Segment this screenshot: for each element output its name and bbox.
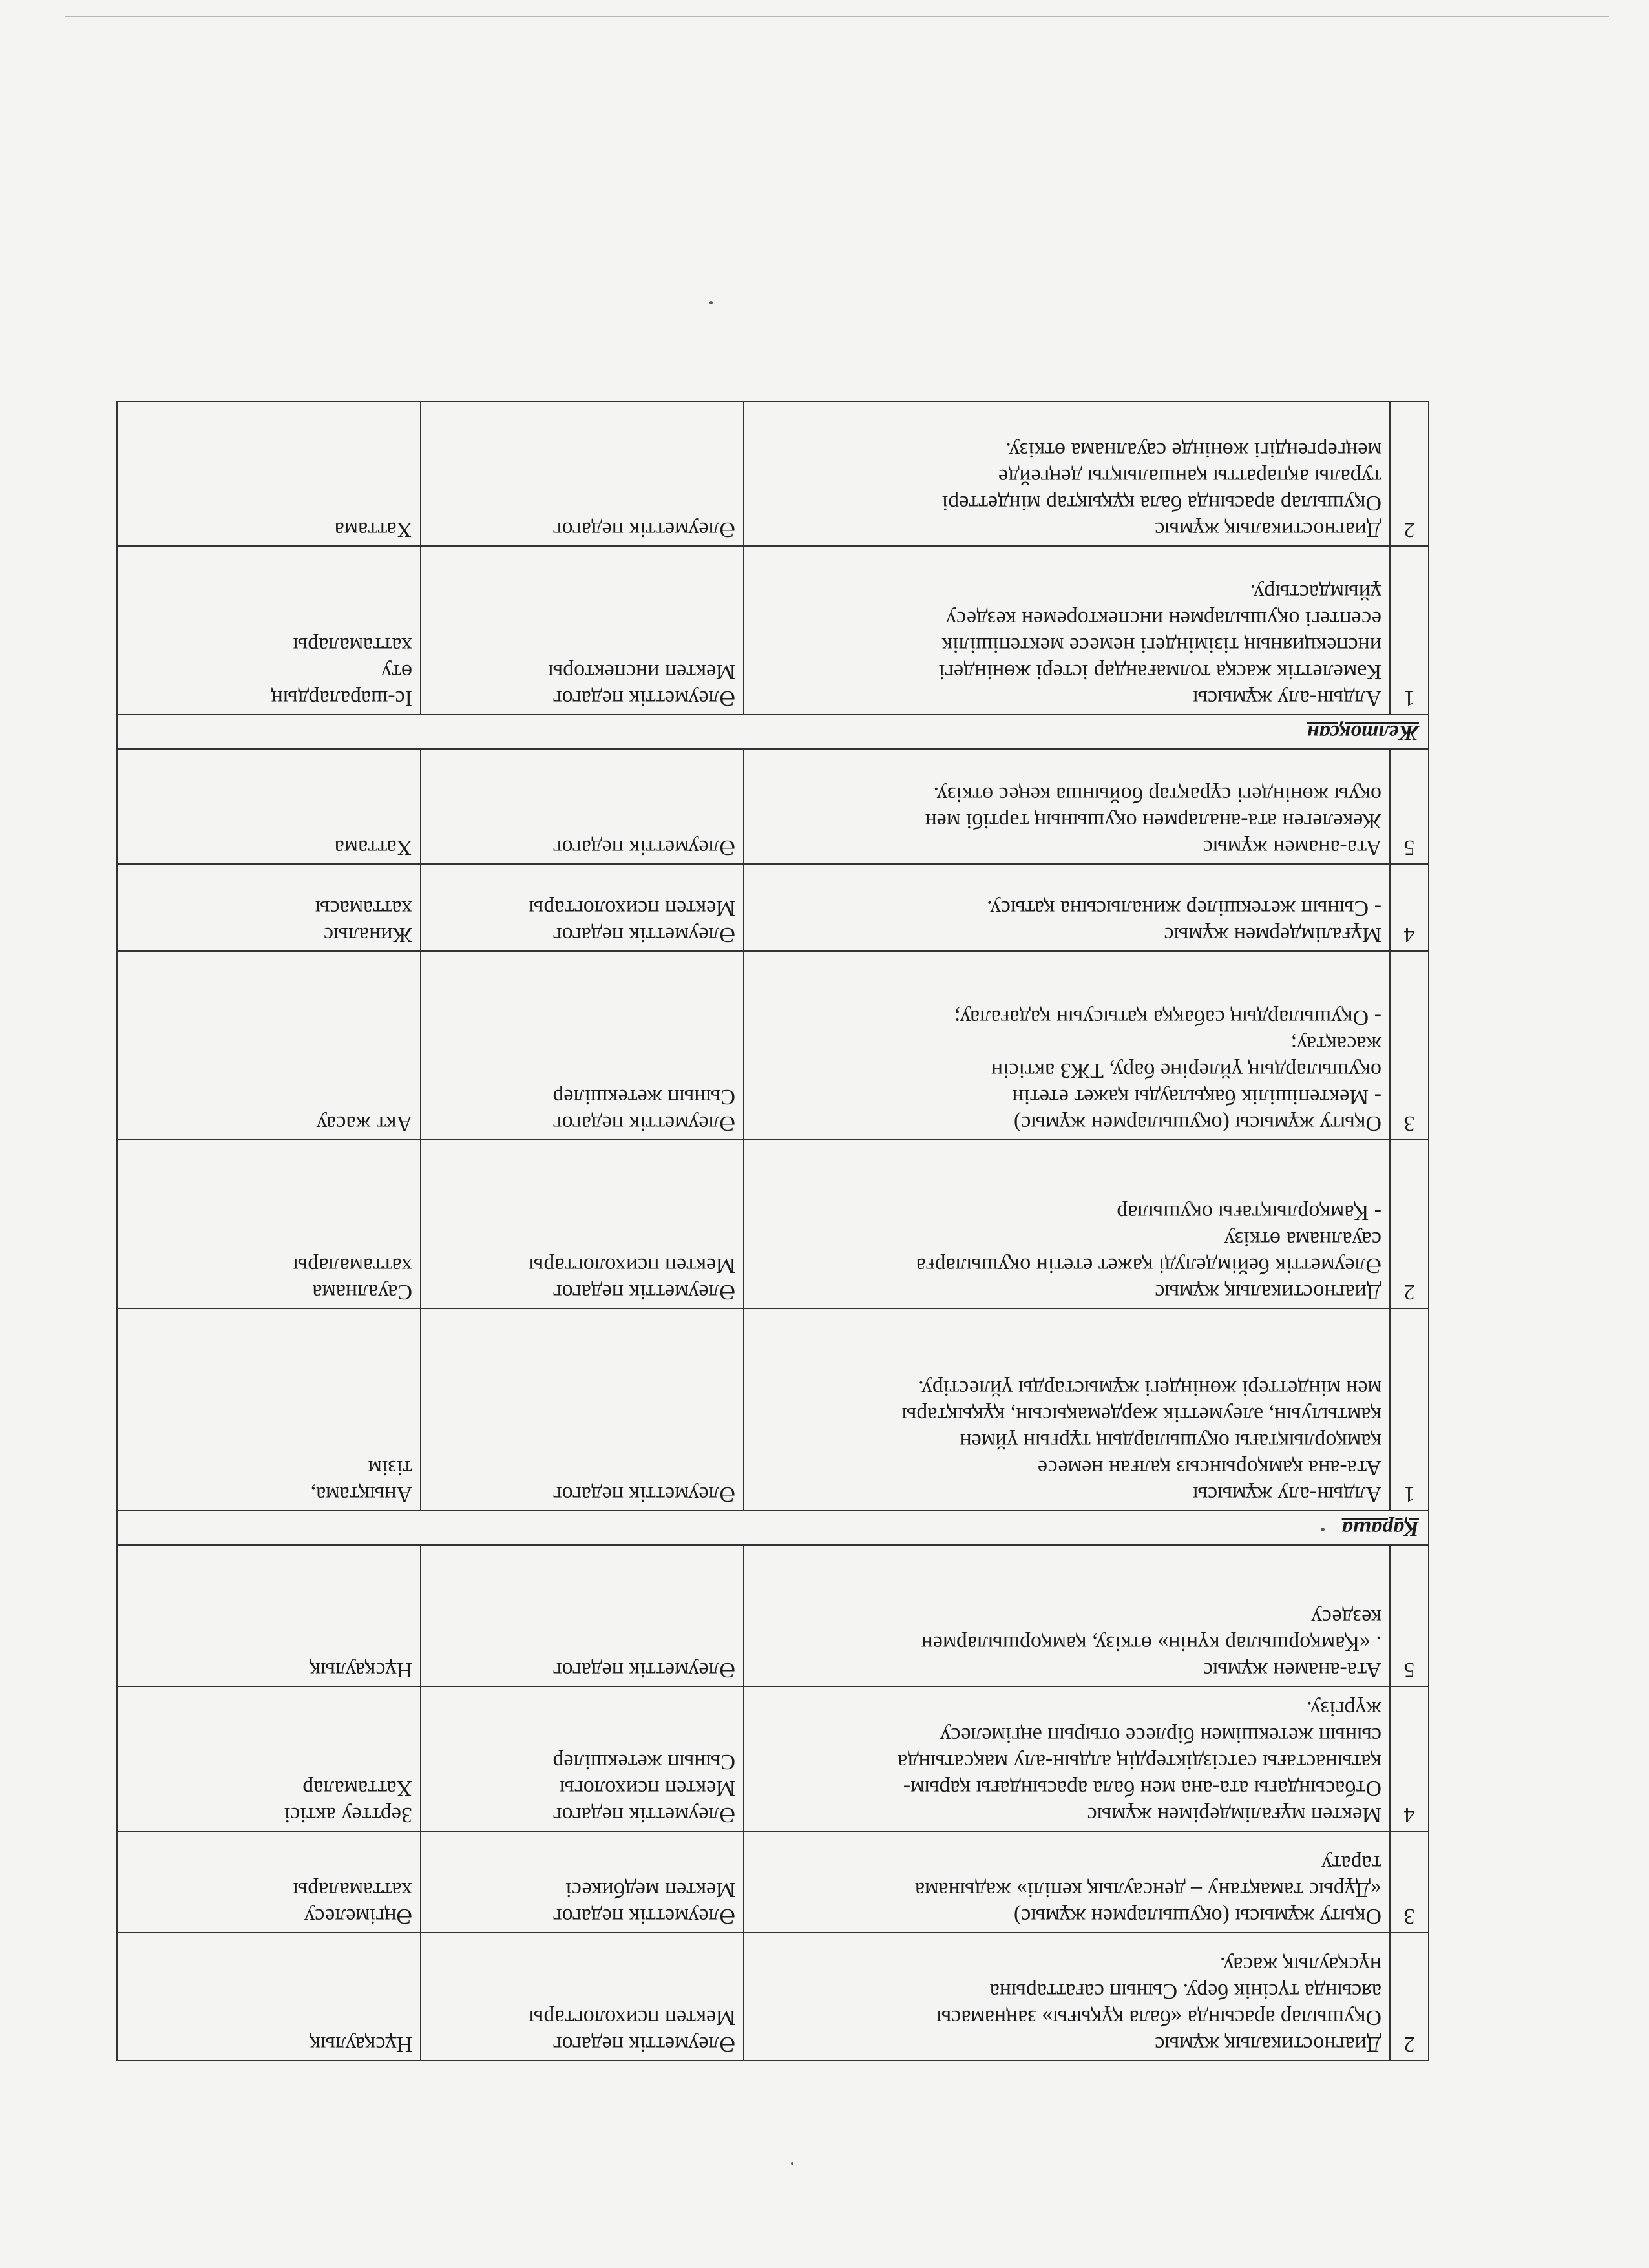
table-row xyxy=(117,749,1429,863)
row-number: 3 xyxy=(1390,951,1429,1140)
month-heading-row xyxy=(117,715,1429,749)
month-heading: Қараша xyxy=(117,1511,1429,1545)
completion-form-cell: Акт жасау xyxy=(117,951,421,1140)
completion-form-cell: Анықтама, тізім xyxy=(117,1308,421,1511)
task-description: Әлеуметтік бейімделуді қажет ететін оқушыларға сауалнама өткізу - Қамқорлықтағы оқушылар xyxy=(916,1201,1381,1277)
task-cell xyxy=(744,1933,1390,2061)
task-description: Ата-ана қамқорынсыз қалған немесе қамқорлықтағы оқушылардың тұрғын үймен қамтылуын, әлеуметтік жәрдемақысын, құқықтары мен міндеттері жөніндегі жұмыстарды үйлестіру. xyxy=(901,1376,1381,1480)
responsible-cell: Әлеуметтік педагог xyxy=(421,1308,744,1511)
table-row xyxy=(117,401,1429,546)
task-heading: Ата-анамен жұмыс xyxy=(1203,1658,1381,1683)
table-row xyxy=(117,1933,1429,2061)
row-number: 2 xyxy=(1390,401,1429,546)
task-heading: Оқыту жұмысы (оқушылармен жұмыс) xyxy=(1013,1111,1381,1136)
responsible-cell: Әлеуметтік педагог xyxy=(421,1545,744,1686)
task-heading: Диагностикалық жұмыс xyxy=(1155,518,1381,542)
responsible-cell: Әлеуметтік педагог Сынып жетекшілер xyxy=(421,951,744,1140)
completion-form-cell: Нұсқаулық xyxy=(117,1933,421,2061)
row-number: 1 xyxy=(1390,1308,1429,1511)
task-cell xyxy=(744,1686,1390,1831)
task-heading: Диагностикалық жұмыс xyxy=(1155,1280,1381,1304)
month-heading: Желтоқсан xyxy=(117,715,1429,749)
task-cell xyxy=(744,951,1390,1140)
task-cell xyxy=(744,864,1390,952)
task-heading: Оқыту жұмысы (оқушылармен жұмыс) xyxy=(1013,1904,1381,1928)
row-number: 5 xyxy=(1390,749,1429,863)
task-description: . «Қамқоршылар күнін» өткізу, қамқоршылармен кездесу xyxy=(921,1605,1381,1656)
responsible-cell: Әлеуметтік педагог Мектеп психологы Сынып жетекшілер xyxy=(421,1686,744,1831)
task-description: Отбасындағы ата-ана мен бала арасындағы қарым- қатынастағы сәтсіздіктердің алдын-алу мақсатында сынып жетекшімен бірлесе отырып әңгімелесу жүргізу. xyxy=(898,1697,1381,1801)
table-row xyxy=(117,1308,1429,1511)
task-description: - Мектепішілік бақылауды қажет ететін оқушылардың үйлеріне бару, ТЖЗ актісін жасақтау; - Оқушылардың сабаққа қатысуын қадағалау; xyxy=(954,1005,1381,1109)
row-number: 4 xyxy=(1390,1686,1429,1831)
task-heading: Диагностикалық жұмыс xyxy=(1155,2032,1381,2056)
completion-form-cell: Зерттеу актісі Хаттамалар xyxy=(117,1686,421,1831)
responsible-cell: Әлеуметтік педагог Мектеп психологтары xyxy=(421,1140,744,1308)
task-cell xyxy=(744,1308,1390,1511)
table-row xyxy=(117,1831,1429,1932)
work-plan-table xyxy=(116,401,1429,2061)
task-description: - Сынып жетекшілер жиналысына қатысу. xyxy=(987,896,1381,921)
responsible-cell: Әлеуметтік педагог xyxy=(421,401,744,546)
task-heading: Ата-анамен жұмыс xyxy=(1203,835,1381,859)
month-heading-row xyxy=(117,1511,1429,1545)
task-description: Кәмелеттік жасқа толмағандар істері жөніндегі инспекцияның тізіміндегі немесе мектепішілік есептегі оқушылармен инспекторемен кездесу ұйымдастыру. xyxy=(938,580,1381,684)
completion-form-cell: Жиналыс хаттамасы xyxy=(117,864,421,952)
task-heading: Мектеп мұғалімдерімен жұмыс xyxy=(1087,1803,1381,1827)
completion-form-cell: Хаттама xyxy=(117,749,421,863)
rotated-plan-table-page xyxy=(118,401,1429,2061)
task-cell xyxy=(744,401,1390,546)
scan-speck xyxy=(709,301,713,304)
task-description: Жекелеген ата-аналармен оқушының тәртібі мен оқуы жөніндегі сұрақтар бойынша кеңес өткізу. xyxy=(925,782,1381,833)
task-cell xyxy=(744,1545,1390,1686)
task-cell xyxy=(744,1140,1390,1308)
table-row xyxy=(117,546,1429,715)
completion-form-cell: Сауалнама хаттамалары xyxy=(117,1140,421,1308)
table-row xyxy=(117,1545,1429,1686)
scan-speck xyxy=(791,2162,793,2165)
task-description: Оқушылар арасында бала құқықтар міндеттері туралы ақпаратты қаншалықты деңгейде меңгергендігі жөнінде сауалнама өткізу. xyxy=(941,438,1381,516)
task-cell xyxy=(744,546,1390,715)
task-heading: Мұғалімдермен жұмыс xyxy=(1164,923,1381,947)
table-row xyxy=(117,864,1429,952)
completion-form-cell: Іс-шаралардың өту хаттамалары xyxy=(117,546,421,715)
table-row xyxy=(117,1686,1429,1831)
completion-form-cell: Әңгімелесу хаттамалары xyxy=(117,1831,421,1932)
table-row xyxy=(117,951,1429,1140)
task-description: Оқушылар арасында «бала құқығы» заңнамасы аясында түсінік беру. Сынып сағаттарына нұсқаулық жасау. xyxy=(936,1953,1381,2030)
responsible-cell: Әлеуметтік педагог Мектеп инспекторы xyxy=(421,546,744,715)
completion-form-cell: Нұсқаулық xyxy=(117,1545,421,1686)
responsible-cell: Әлеуметтік педагог Мектеп медбикесі xyxy=(421,1831,744,1932)
task-heading: Алдын-алу жұмысы xyxy=(1193,1482,1381,1506)
responsible-cell: Әлеуметтік педагог Мектеп психологтары xyxy=(421,864,744,952)
row-number: 4 xyxy=(1390,864,1429,952)
task-cell xyxy=(744,1831,1390,1932)
row-number: 1 xyxy=(1390,546,1429,715)
row-number: 5 xyxy=(1390,1545,1429,1686)
table-row xyxy=(117,1140,1429,1308)
task-cell xyxy=(744,749,1390,863)
scan-top-edge-line xyxy=(65,16,1609,17)
work-plan-table-body xyxy=(117,401,1429,2061)
task-description: «Дұрыс тамақтану – денсаулық кепілі» жадынама тарату xyxy=(915,1851,1381,1902)
task-heading: Алдын-алу жұмысы xyxy=(1193,686,1381,711)
completion-form-cell: Хаттама xyxy=(117,401,421,546)
row-number: 2 xyxy=(1390,1140,1429,1308)
row-number: 3 xyxy=(1390,1831,1429,1932)
row-number: 2 xyxy=(1390,1933,1429,2061)
responsible-cell: Әлеуметтік педагог Мектеп психологтары xyxy=(421,1933,744,2061)
responsible-cell: Әлеуметтік педагог xyxy=(421,749,744,863)
